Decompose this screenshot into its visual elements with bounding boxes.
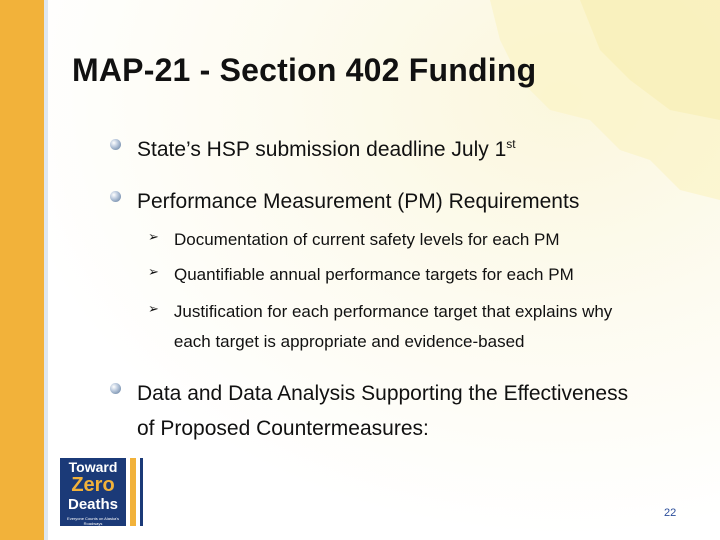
sub-bullet-documentation <box>148 225 560 255</box>
toward-zero-deaths-logo <box>60 458 150 530</box>
logo-line-zero: Zero <box>71 474 115 496</box>
bullet-pm-requirements <box>110 184 579 219</box>
bullet-dot-icon <box>110 191 121 202</box>
bullet-data-analysis <box>110 376 650 446</box>
left-accent-bar <box>0 0 47 540</box>
bullet-deadline-sup: st <box>506 137 516 151</box>
bullet-deadline <box>110 132 516 167</box>
bullet-data-analysis-text: Data and Data Analysis Supporting the Effectiveness of Proposed Countermeasures: <box>137 382 629 440</box>
logo-stripe <box>140 458 143 526</box>
bullet-deadline-text: State’s HSP submission deadline July 1 <box>137 138 507 161</box>
sub-bullet-targets-text: Quantifiable annual performance targets for each PM <box>174 265 574 284</box>
sub-bullet-justification-text: Justification for each performance target that explains why each target is appropriate and evidence-based <box>173 302 613 351</box>
bullet-dot-icon <box>110 383 121 394</box>
sub-bullet-documentation-text: Documentation of current safety levels for each PM <box>174 230 560 249</box>
bullet-dot-icon <box>110 139 121 150</box>
logo-stripe <box>130 458 136 526</box>
arrow-bullet-icon: ➢ <box>148 229 159 244</box>
arrow-bullet-icon: ➢ <box>148 264 159 279</box>
logo-line-toward: Toward <box>68 459 118 475</box>
sub-bullet-justification <box>148 297 648 357</box>
logo-badge <box>60 458 126 526</box>
slide-title: MAP-21 - Section 402 Funding <box>72 52 537 88</box>
logo-tagline: Everyone Counts on Alaska's Roadways <box>67 516 119 526</box>
sub-bullet-targets <box>148 260 574 290</box>
page-number: 22 <box>664 507 677 519</box>
bullet-pm-requirements-text: Performance Measurement (PM) Requirements <box>137 190 580 213</box>
left-accent-divider <box>44 0 48 540</box>
arrow-bullet-icon: ➢ <box>148 301 159 316</box>
logo-line-deaths: Deaths <box>67 496 119 513</box>
